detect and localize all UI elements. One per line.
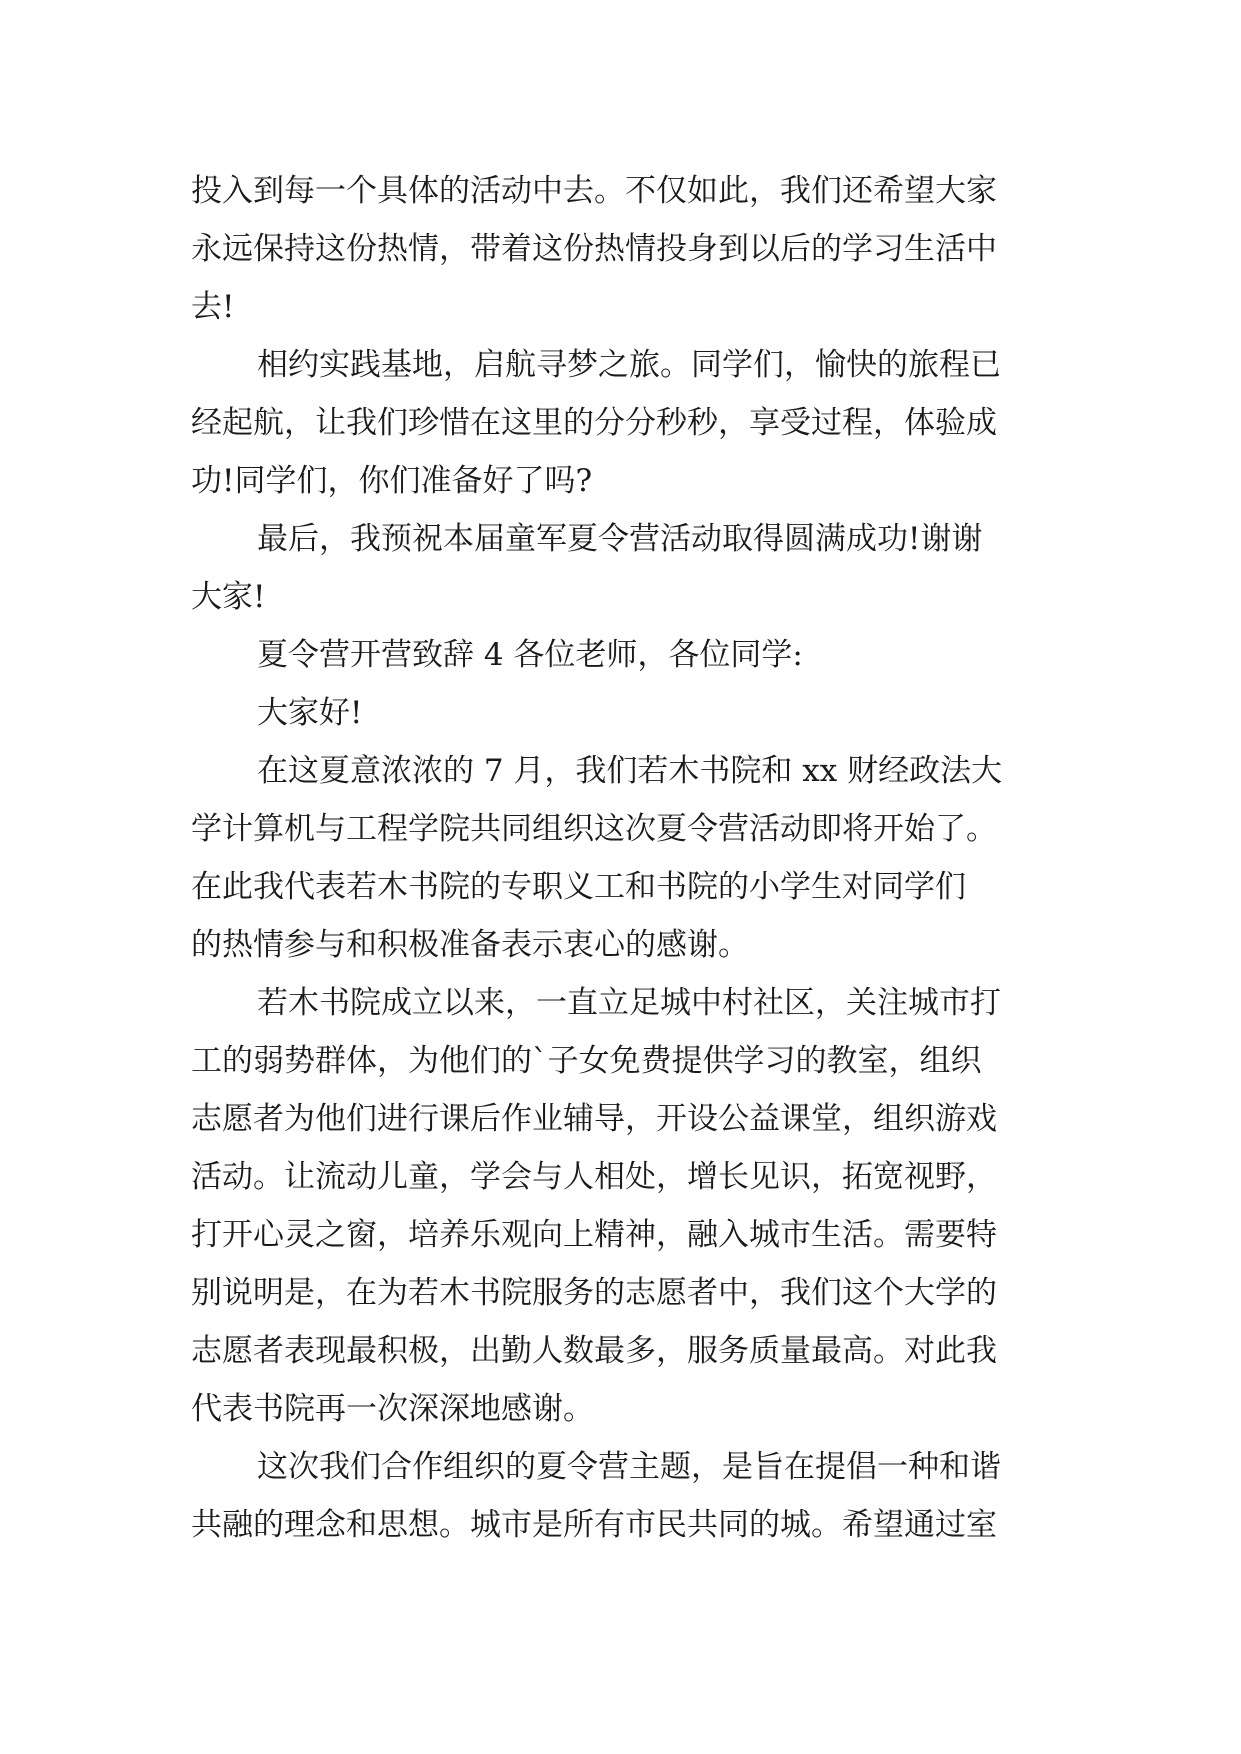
text-line: 经起航，让我们珍惜在这里的分分秒秒，享受过程，体验成 [191,405,997,441]
text-line: 工的弱势群体，为他们的`子女免费提供学习的教室，组织 [191,1043,982,1079]
section-heading-line: 夏令营开营致辞 4 各位老师，各位同学: [257,637,803,673]
paragraph-start-line: 最后，我预祝本届童军夏令营活动取得圆满成功!谢谢 [257,521,983,557]
greeting-line: 大家好! [257,695,363,731]
text-line: 别说明是，在为若木书院服务的志愿者中，我们这个大学的 [191,1275,997,1311]
text-line: 志愿者表现最积极，出勤人数最多，服务质量最高。对此我 [191,1333,997,1369]
text-line: 学计算机与工程学院共同组织这次夏令营活动即将开始了。 [191,811,997,847]
text-line: 代表书院再一次深深地感谢。 [191,1391,594,1427]
text-line: 志愿者为他们进行课后作业辅导，开设公益课堂，组织游戏 [191,1101,997,1137]
text-line: 活动。让流动儿童，学会与人相处，增长见识，拓宽视野， [191,1159,997,1195]
text-line: 功!同学们，你们准备好了吗? [191,463,593,499]
text-line: 去! [191,289,235,325]
paragraph-start-line: 这次我们合作组织的夏令营主题，是旨在提倡一种和谐 [257,1449,1001,1485]
text-line: 打开心灵之窗，培养乐观向上精神，融入城市生活。需要特 [191,1217,997,1253]
text-line: 大家! [191,579,266,615]
paragraph-start-line: 相约实践基地，启航寻梦之旅。同学们，愉快的旅程已 [257,347,1001,383]
document-body [191,162,1061,1554]
text-line: 共融的理念和思想。城市是所有市民共同的城。希望通过室 [191,1507,997,1543]
text-line: 在此我代表若木书院的专职义工和书院的小学生对同学们 [191,869,966,905]
text-line: 永远保持这份热情，带着这份热情投身到以后的学习生活中 [191,231,997,267]
text-line: 的热情参与和积极准备表示衷心的感谢。 [191,927,749,963]
text-line: 投入到每一个具体的活动中去。不仅如此，我们还希望大家 [191,173,997,209]
paragraph-start-line: 若木书院成立以来，一直立足城中村社区，关注城市打 [257,985,1001,1021]
paragraph-start-line: 在这夏意浓浓的 7 月，我们若木书院和 xx 财经政法大 [257,753,1003,789]
